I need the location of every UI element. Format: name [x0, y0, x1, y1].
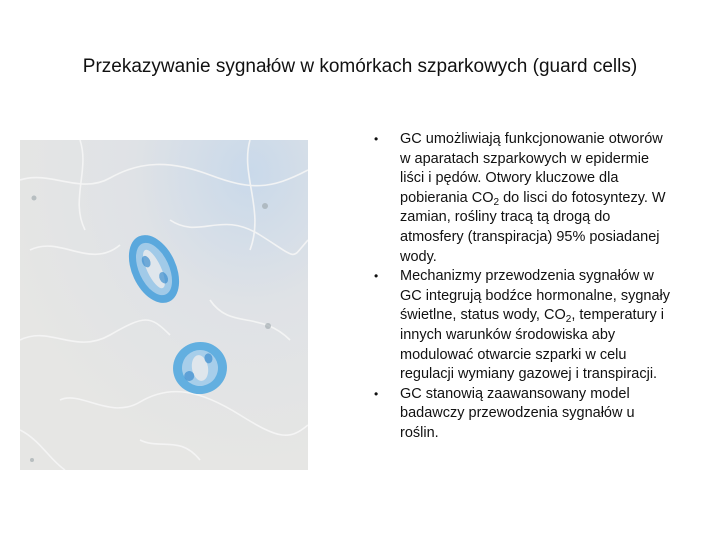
bullet-marker: •: [374, 132, 379, 146]
bullet-marker: •: [374, 269, 379, 284]
bullet-text: GC umożliwiają funkcjonowanie otworów w aparatach szparkowych w epidermie liści i pędów. Otwory kluczowe dla pobierania CO: [400, 131, 663, 206]
bullet-item-3: [370, 385, 670, 444]
subscript: 2: [565, 314, 572, 326]
bullet-text: GC stanowią zaawansowany model badawczy przewodzenia sygnałów u roślin.: [400, 385, 635, 441]
bullet-list: [370, 130, 670, 444]
guard-cells-micrograph: [20, 140, 308, 470]
bullet-text-cont: , temperatury i innych warunków środowiska aby modulować otwarcie szparki w celu regulacji wymiany gazowej i transpiracji.: [400, 307, 664, 383]
bullet-text: Mechanizmy przewodzenia sygnałów w GC integrują bodźce hormonalne, sygnały świetlne, status wody, CO: [400, 268, 671, 324]
subscript: 2: [493, 196, 500, 208]
bullet-text-cont: do lisci do fotosyntezy. W zamian, rośliny tracą tą drogą do atmosfery (transpiracja) 95% posiadanej wody.: [400, 189, 666, 265]
slide-title: Przekazywanie sygnałów w komórkach szparkowych (guard cells): [82, 56, 638, 77]
bullet-item-2: [370, 267, 670, 385]
bullet-item-1: [370, 130, 670, 267]
bullet-marker: •: [374, 386, 379, 401]
